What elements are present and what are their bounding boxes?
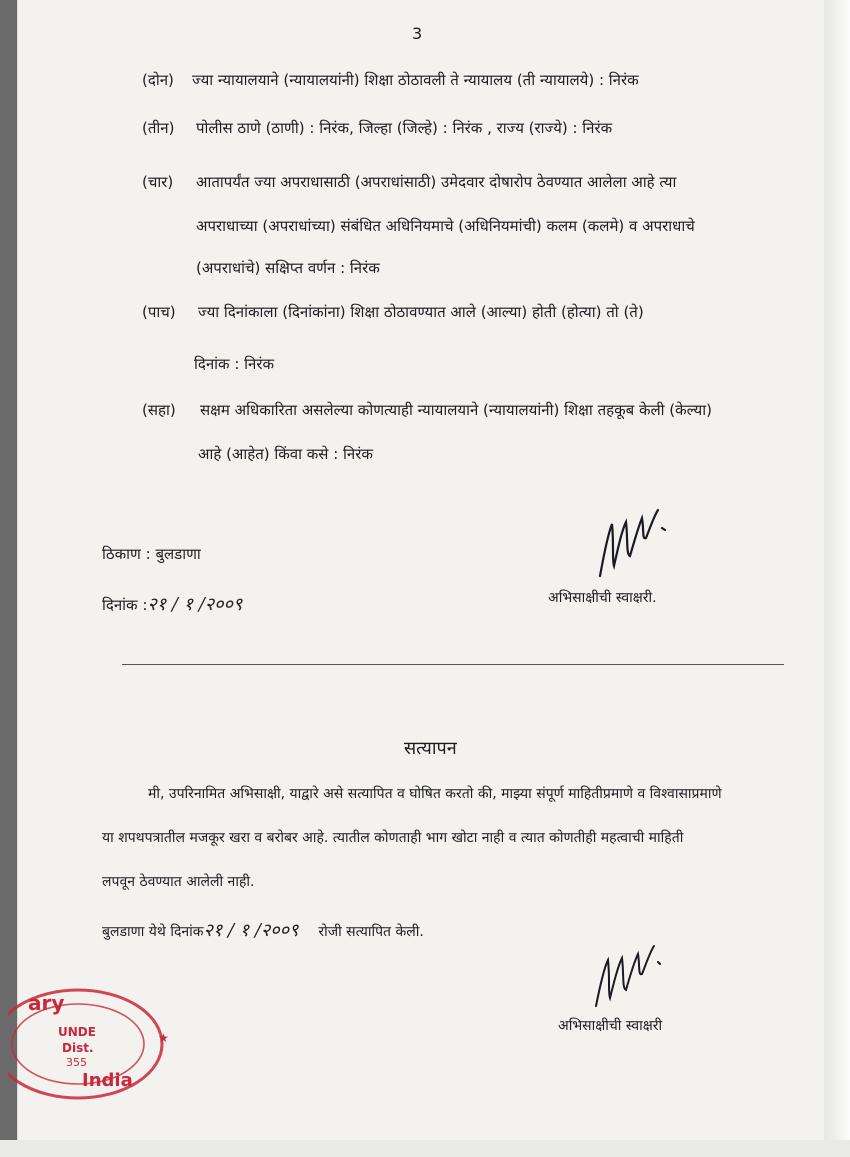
item-5-number: (पाच) [142, 303, 176, 321]
item-5-line-2: दिनांक : निरंक [194, 355, 275, 373]
page-edge-bottom [0, 1140, 850, 1157]
item-4-line-3: (अपराधांचे) सक्षिप्त वर्णन : निरंक [196, 259, 380, 277]
stamp-star-icon: ★ [158, 1031, 169, 1045]
place-line: ठिकाण : बुलडाणा [102, 545, 201, 563]
verification-paragraph-line-3: लपवून ठेवण्यात आलेली नाही. [102, 874, 255, 890]
date-value: २१ / १ /२००९ [147, 594, 243, 615]
verification-date-line [102, 918, 424, 942]
item-6-number: (सहा) [142, 401, 176, 419]
item-4-line-2: अपराधाच्या (अपराधांच्या) संबंधित अधिनियमाचे (अधिनियमांची) कलम (कलमे) व अपराधाचे [196, 217, 695, 235]
stamp-text-3: Dist. [62, 1041, 94, 1055]
date-label: दिनांक : [102, 596, 148, 614]
verification-paragraph-line-2: या शपथपत्रातील मजकूर खरा व बरोबर आहे. त्यातील कोणताही भाग खोटा नाही व त्यात कोणतीही महत्वाची माहिती [102, 830, 684, 846]
item-6-line-1: सक्षम अधिकारिता असलेल्या कोणत्याही न्यायालयाने (न्यायालयांनी) शिक्षा तहकूब केली (केल्या) [200, 401, 712, 419]
stamp-text-1: ary [28, 991, 65, 1015]
document-page [18, 0, 840, 1140]
stamp-text-5: India [82, 1070, 133, 1091]
item-2-number: (दोन) [142, 71, 174, 89]
item-2-text: ज्या न्यायालयाने (न्यायालयांनी) शिक्षा ठोठावली ते न्यायालय (ती न्यायालये) : निरंक [192, 71, 639, 89]
verification-date-value: २१ / १ /२००९ [203, 920, 299, 941]
verification-date-prefix: बुलडाणा येथे दिनांक [102, 924, 204, 940]
verification-paragraph-line-1: मी, उपरिनामित अभिसाक्षी, याद्वारे असे सत्यापित व घोषित करतो की, माझ्या संपूर्ण माहितीप्रमाणे व विश्वासाप्रमाणे [148, 786, 722, 802]
deponent-signature-label-1: अभिसाक्षीची स्वाक्षरी. [548, 590, 657, 606]
deponent-signature-1 [590, 494, 690, 584]
item-3-text: पोलीस ठाणे (ठाणी) : निरंक, जिल्हा (जिल्हे) : निरंक , राज्य (राज्ये) : निरंक [196, 119, 613, 137]
page-number: 3 [412, 24, 423, 43]
page-edge-right [824, 0, 850, 1157]
separator-line [122, 664, 784, 665]
item-6-line-2: आहे (आहेत) किंवा कसे : निरंक [198, 445, 373, 463]
stamp-text-4: 355 [66, 1056, 87, 1069]
item-4-number: (चार) [142, 173, 174, 191]
item-3-number: (तीन) [142, 119, 175, 137]
item-4-line-1: आतापर्यंत ज्या अपराधासाठी (अपराधांसाठी) उमेदवार दोषारोप ठेवण्यात आलेला आहे त्या [196, 173, 677, 191]
deponent-signature-label-2: अभिसाक्षीची स्वाक्षरी [558, 1018, 663, 1034]
date-line [102, 592, 242, 616]
stamp-text-2: UNDE [58, 1025, 96, 1039]
verification-heading: सत्यापन [404, 738, 457, 759]
verification-date-suffix: रोजी सत्यापित केली. [318, 924, 424, 940]
deponent-signature-2 [588, 932, 678, 1012]
item-5-line-1: ज्या दिनांकाला (दिनांकांना) शिक्षा ठोठावण्यात आले (आल्या) होती (होत्या) तो (ते) [198, 303, 644, 321]
notary-stamp [8, 982, 188, 1102]
